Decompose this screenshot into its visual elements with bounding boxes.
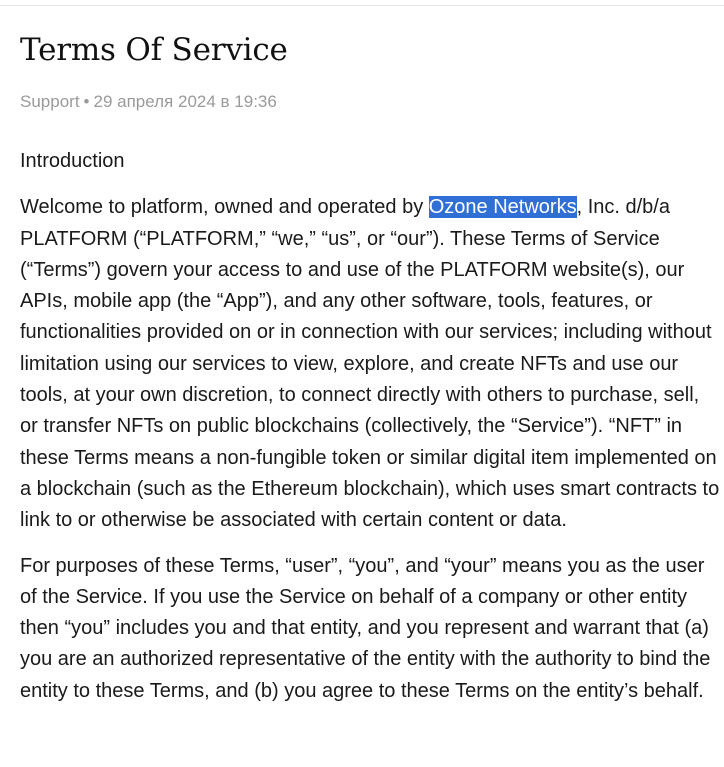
meta-separator: • [83,92,90,111]
paragraph-intro-start: Welcome to platform, owned and operated by [20,196,429,219]
top-divider [0,5,724,6]
post-meta [20,90,277,114]
paragraph-intro-rest: , Inc. d/b/a PLATFORM (“PLATFORM,” “we,” “us”, or “our”). These Terms of Service (“Terms”) govern your access to and use of the PLATFORM website(s), our APIs, mobile app (the “App”), and any other software, tools, features, or functionalities provided on or in connection with our services; including without limitation using our services to view, explore, and create NFTs and use our tools, at your own discretion, to connect directly with others to purchase, sell, or transfer NFTs on public blockchains (collectively, the “Service”). “NFT” in these Terms means a non-fungible token or similar digital item implemented on a blockchain (such as the Ethereum blockchain), which uses smart contracts to link to or otherwise be associated with certain content or data. [20,196,720,532]
author-name[interactable]: Support [20,92,80,111]
paragraph-intro [20,192,720,536]
article-body [20,146,720,721]
paragraph-user-definition: For purposes of these Terms, “user”, “you”, and “your” means you as the user of the Service. If you use the Service on behalf of a company or other entity then “you” includes you and that entity, and you represent and warrant that (a) you are an authorized representative of the entity with the authority to bind the entity to these Terms, and (b) you agree to these Terms on the entity’s behalf. [20,554,711,702]
section-heading: Introduction [20,150,125,172]
post-date: 29 апреля 2024 в 19:36 [93,92,277,111]
page-title: Terms Of Service [20,32,288,68]
selected-text-highlight[interactable]: Ozone Networks [428,196,577,219]
